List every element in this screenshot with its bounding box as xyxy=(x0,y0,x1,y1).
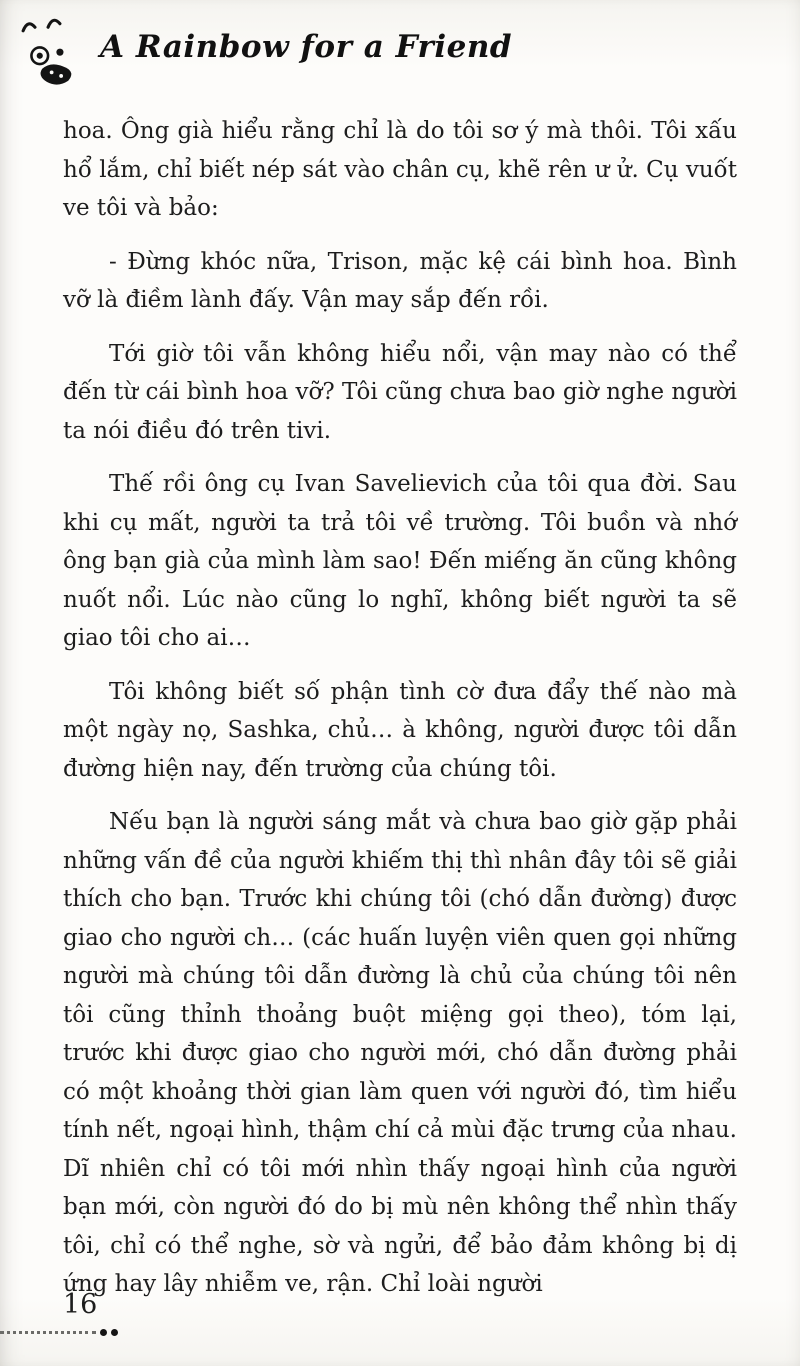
page-header xyxy=(0,0,800,86)
page-body xyxy=(63,112,737,1319)
paragraph: hoa. Ông già hiểu rằng chỉ là do tôi sơ ý mà thôi. Tôi xấu hổ lắm, chỉ biết nép sát vào chân cụ, khẽ rên ư ử. Cụ vuốt ve tôi và bảo: xyxy=(63,118,737,221)
paragraph: Thế rồi ông cụ Ivan Savelievich của tôi qua đời. Sau khi cụ mất, người ta trả tôi về trường. Tôi buồn và nhớ ông bạn già của mình làm sao! Đến miếng ăn cũng không nuốt nổi. Lúc nào cũng lo nghĩ, không biết người ta sẽ giao tôi cho ai… xyxy=(63,471,737,651)
paragraph: Nếu bạn là người sáng mắt và chưa bao giờ gặp phải những vấn đề của người khiếm thị thì nhân đây tôi sẽ giải thích cho bạn. Trước khi chúng tôi (chó dẫn đường) được giao cho người ch… (các huấn luyện viên quen gọi những người mà chúng tôi dẫn đường là chủ của chúng tôi nên tôi cũng thỉnh thoảng buột miệng gọi theo), tóm lại, trước khi được giao cho người mới, chó dẫn đường phải có một khoảng thời gian làm quen với người đó, tìm hiểu tính nết, ngoại hình, thậm chí cả mùi đặc trưng của nhau. Dĩ nhiên chỉ có tôi mới nhìn thấy ngoại hình của người bạn mới, còn người đó do bị mù nên không thể nhìn thấy tôi, chỉ có thể nghe, sờ và ngửi, để bảo đảm không bị dị ứng hay lây nhiễm ve, rận. Chỉ loài người xyxy=(63,809,737,1297)
dotted-rule xyxy=(0,1331,96,1334)
paragraph: Tới giờ tôi vẫn không hiểu nổi, vận may nào có thể đến từ cái bình hoa vỡ? Tôi cũng chưa bao giờ nghe người ta nói điều đó trên tivi. xyxy=(63,340,737,444)
page-number: 16 xyxy=(63,1289,98,1320)
end-dot-icon xyxy=(100,1329,107,1336)
paragraph: Tôi không biết số phận tình cờ đưa đẩy thế nào mà một ngày nọ, Sashka, chủ… à không, người được tôi dẫn đường hiện nay, đến trường của chúng tôi. xyxy=(63,678,737,782)
end-dot-icon xyxy=(111,1329,118,1336)
dog-doodle-icon xyxy=(16,13,92,89)
footer-dotted-line xyxy=(0,1329,118,1336)
paragraph: - Đừng khóc nữa, Trison, mặc kệ cái bình hoa. Bình vỡ là điềm lành đấy. Vận may sắp đến rồi. xyxy=(63,248,737,313)
book-title: A Rainbow for a Friend xyxy=(100,29,513,65)
